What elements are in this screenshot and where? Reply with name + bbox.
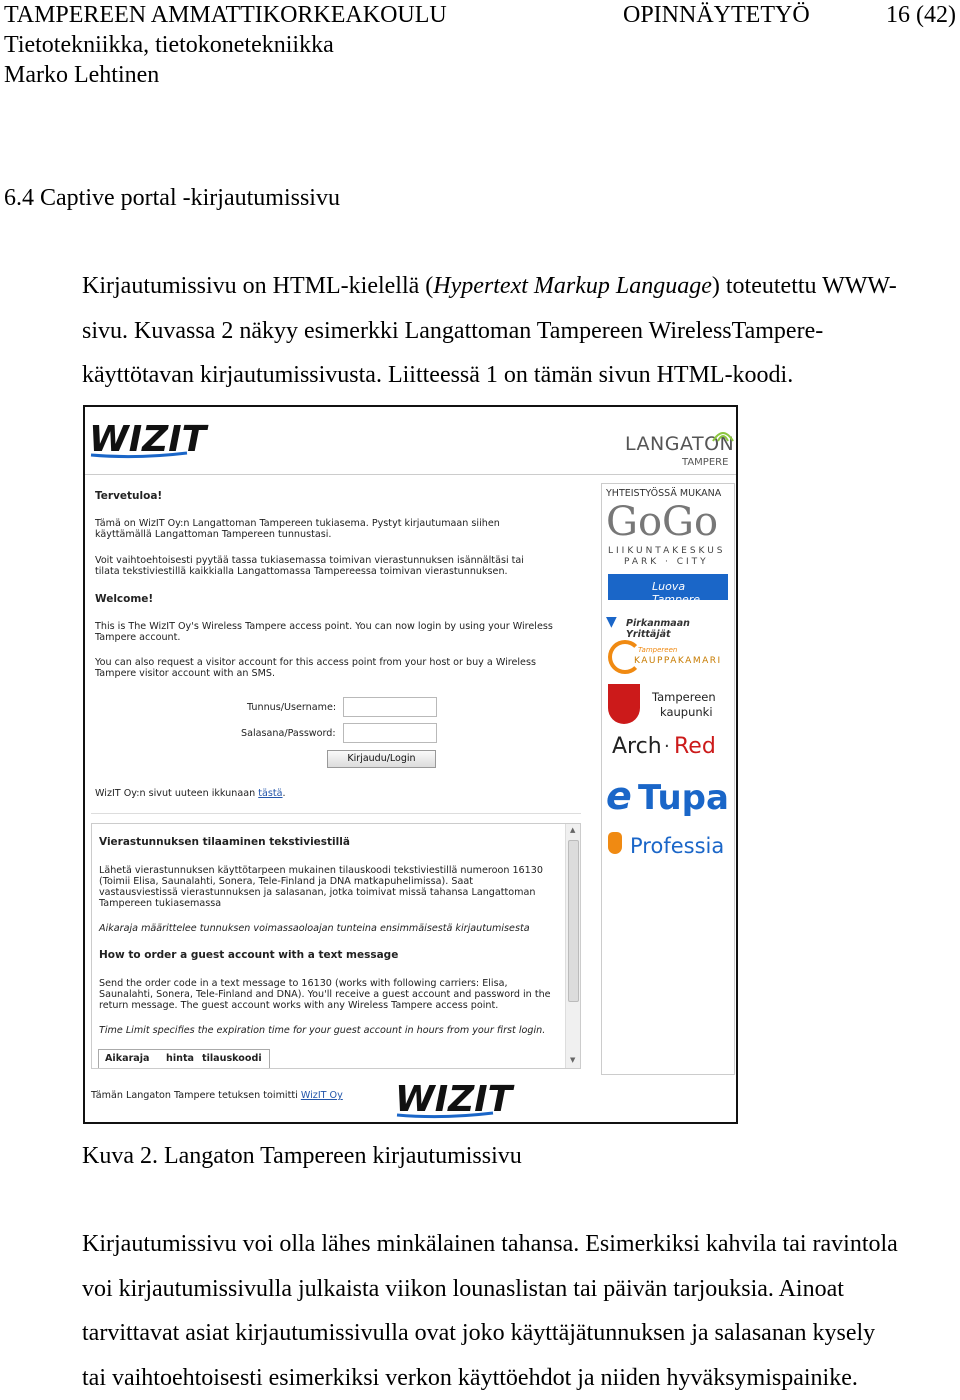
sponsor-yrittajat-icon: ▼ <box>606 614 617 630</box>
sponsor-luova-tampere <box>608 574 728 600</box>
footer-text: Tämän Langaton Tampere tetuksen toimitti <box>91 1090 298 1101</box>
new-window-line: WizIT Oy:n sivut uuteen ikkunaan tästä. <box>95 788 286 799</box>
wizit-logo <box>87 415 191 459</box>
paragraph-intro <box>82 264 960 398</box>
paragraph-conclusion <box>82 1222 960 1400</box>
sponsor-tampereen: Tampereen <box>652 690 716 704</box>
login-page-screenshot <box>83 405 738 1124</box>
wifi-signal-icon <box>711 421 735 443</box>
welcome-fi-title: Tervetuloa! <box>95 491 162 502</box>
new-window-link[interactable]: tästä <box>258 788 282 799</box>
section-divider <box>91 813 581 814</box>
sponsor-red: Red <box>674 734 716 759</box>
header-author: Marko Lehtinen <box>4 60 159 90</box>
sms-info-frame[interactable] <box>91 823 581 1069</box>
scrollbar-thumb[interactable] <box>568 840 579 1002</box>
wizit-footer-logo <box>393 1075 497 1119</box>
header-department: Tietotekniikka, tietokonetekniikka <box>4 30 334 60</box>
username-label: Tunnus/Username: <box>247 702 336 713</box>
welcome-en-text-1: This is The WizIT Oy's Wireless Tampere access point. You can now login by using your Wireless Tampere account. <box>95 621 555 643</box>
sponsors-title: YHTEISTYÖSSÄ MUKANA <box>606 488 721 499</box>
sms-text-en: Send the order code in a text message to 16130 (works with following carriers: Elisa, Saunalahti, Sonera, Tele-Finland and DNA). You'll receive a guest account and password in the return message. The guest account works with any Wireless Tampere access point. <box>99 978 557 1011</box>
sms-text-fi: Lähetä vierastunnuksen käyttötarpeen mukainen tilauskoodi tekstiviestillä numeroon 16130 (Toimii Elisa, Saunalahti, Sonera, Tele-Finland ja DNA matkapuhelimissa). Saat vastausviestissä vierastunnuksen ja salasanan, jotka toimivat missä tahansa Langattoman Tampereen tukiasemassa <box>99 865 547 909</box>
wizit-logo-text: WIZIT <box>89 419 209 460</box>
sponsor-tupa: Tupa <box>638 778 729 818</box>
text-span: ) toteutettu WWW- <box>712 273 897 299</box>
password-label: Salasana/Password: <box>241 728 336 739</box>
password-input[interactable] <box>343 723 437 743</box>
welcome-fi-text-1: Tämä on WizIT Oy:n Langattoman Tampereen tukiasema. Pystyt kirjautumaan siihen käyttämällä Langattoman Tampereen tunnustasi. <box>95 518 555 540</box>
scroll-down-icon[interactable]: ▼ <box>570 1056 575 1064</box>
sms-title-en: How to order a guest account with a text message <box>99 950 398 961</box>
aikaraja-fi: Aikaraja määrittelee tunnuksen voimassaoloajan tunteina ensimmäisestä kirjautumisesta <box>99 923 549 934</box>
paragraph-conclusion-line-3: tarvittavat asiat kirjautumissivulla ovat joko käyttäjätunnuksen ja salasanan kysely <box>82 1311 960 1356</box>
sponsor-liikuntakeskus: LIIKUNTAKESKUS <box>608 546 726 556</box>
langaton-logo: LANGATON <box>625 433 734 455</box>
sponsor-arch: Arch <box>612 734 662 759</box>
price-table-header <box>98 1049 270 1068</box>
sponsor-luova-tampere-text: Luova Tampere <box>652 580 728 606</box>
section-title: 6.4 Captive portal -kirjautumissivu <box>4 183 340 213</box>
welcome-fi-text-2: Voit vaihtoehtoisesti pyytää tassa tukiasemassa toimivan vierastunnuksen isännältäsi tai tilata tekstiviestillä kaikkialla Langattomassa Tampereessa toimivan vierastunnuksen. <box>95 555 545 577</box>
table-header-tilauskoodi: tilauskoodi <box>202 1053 262 1064</box>
login-button[interactable]: Kirjaudu/Login <box>327 750 436 768</box>
sponsors-panel <box>601 483 735 1075</box>
paragraph-conclusion-line-2: voi kirjautumissivulla julkaista viikon lounaslistan tai päivän tarjouksia. Ainoat <box>82 1267 960 1312</box>
sponsor-park-city: PARK · CITY <box>624 557 709 567</box>
text-span: Kirjautumissivu on HTML-kielellä ( <box>82 273 433 299</box>
header-divider <box>85 474 736 475</box>
sms-title-fi: Vierastunnuksen tilaaminen tekstiviestillä <box>99 837 350 848</box>
tampere-coat-of-arms-icon <box>608 684 640 724</box>
new-window-text: WizIT Oy:n sivut uuteen ikkunaan <box>95 788 255 799</box>
figure-caption: Kuva 2. Langaton Tampereen kirjautumissivu <box>82 1141 522 1171</box>
sponsor-professia: Professia <box>630 834 724 858</box>
scroll-up-icon[interactable]: ▲ <box>570 826 575 834</box>
paragraph-intro-line-3: käyttötavan kirjautumissivusta. Liitteessä 1 on tämän sivun HTML-koodi. <box>82 353 960 398</box>
emphasis-span: Hypertext Markup Language <box>433 273 712 299</box>
sponsor-pirkanmaan-yrittajat: Pirkanmaan Yrittäjät <box>626 618 734 640</box>
langaton-logo-sub: TAMPERE <box>682 457 728 468</box>
paragraph-intro-line-1 <box>82 264 960 309</box>
sponsor-arch-dot: · <box>664 736 670 757</box>
table-header-aikaraja: Aikaraja <box>105 1053 150 1064</box>
screenshot-footer <box>91 1090 343 1101</box>
footer-link[interactable]: WizIT Oy <box>301 1090 343 1101</box>
header-doc-type: OPINNÄYTETYÖ <box>623 0 810 30</box>
sponsor-kauppakamari: KAUPPAKAMARI <box>634 656 722 666</box>
username-input[interactable] <box>343 697 437 717</box>
sponsor-etupa-icon: e <box>606 774 632 818</box>
paragraph-intro-line-2: sivu. Kuvassa 2 näkyy esimerkki Langattoman Tampereen WirelessTampere- <box>82 309 960 354</box>
sponsor-gogo-logo: GoGo <box>606 500 718 544</box>
paragraph-conclusion-line-4: tai vaihtoehtoisesti esimerkiksi verkon käyttöehdot ja niiden hyväksymispainike. <box>82 1356 960 1400</box>
timelimit-en: Time Limit specifies the expiration time for your guest account in hours from your first login. <box>99 1025 557 1036</box>
wizit-footer-logo-text: WIZIT <box>395 1079 515 1120</box>
sponsor-kaupunki: kaupunki <box>660 705 713 719</box>
welcome-en-text-2: You can also request a visitor account for this access point from your host or buy a Wireless Tampere visitor account with an SMS. <box>95 657 580 679</box>
paragraph-conclusion-line-1: Kirjautumissivu voi olla lähes minkälainen tahansa. Esimerkiksi kahvila tai ravintola <box>82 1222 960 1267</box>
sponsor-professia-icon <box>608 832 622 854</box>
table-header-hinta: hinta <box>166 1053 194 1064</box>
sponsor-kauppakamari-small: Tampereen <box>638 646 677 654</box>
scrollbar[interactable] <box>565 824 580 1068</box>
header-page-number: 16 (42) <box>886 0 956 30</box>
screenshot-header-bar <box>85 407 736 473</box>
welcome-en-title: Welcome! <box>95 594 153 605</box>
header-school: TAMPEREEN AMMATTIKORKEAKOULU <box>4 0 447 30</box>
